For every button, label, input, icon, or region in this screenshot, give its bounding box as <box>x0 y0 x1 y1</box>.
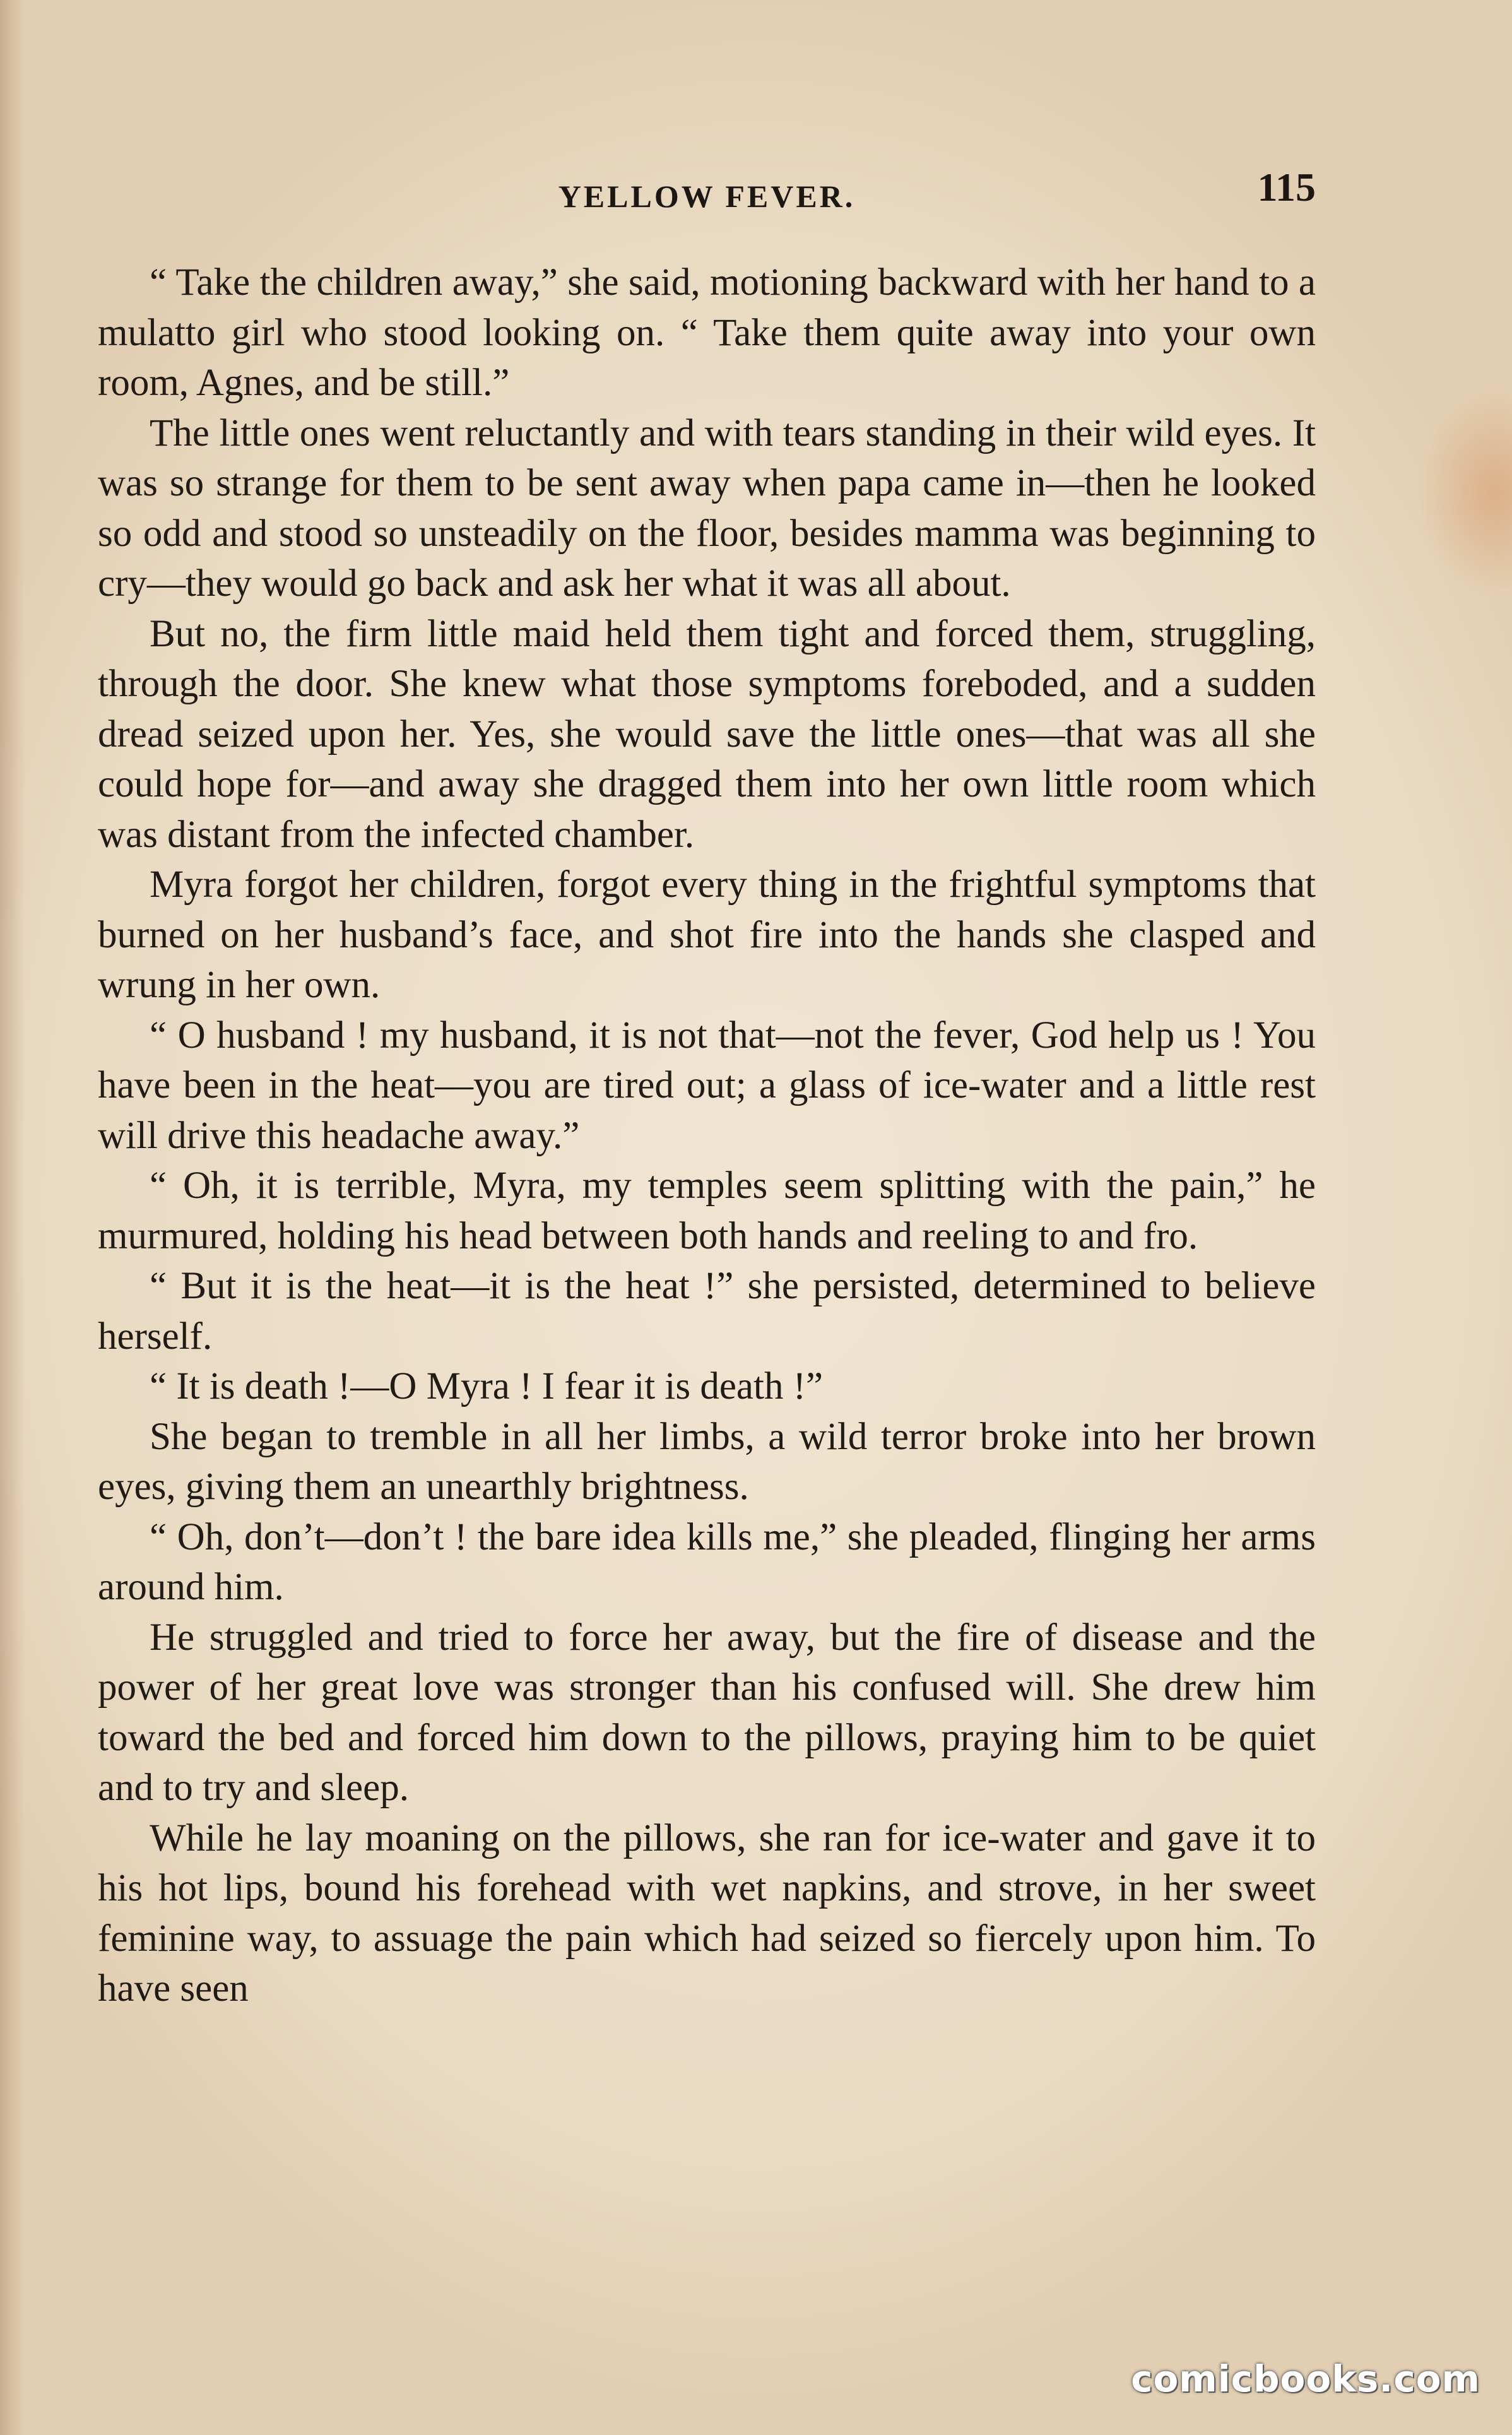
paragraph: While he lay moaning on the pillows, she ran for ice-water and gave it to his hot lips, bound his forehead with wet napkins, and strove, in her sweet feminine way, to assuage the pain which had seized so fiercely upon him. To have seen <box>98 1816 1316 2010</box>
paragraph: He struggled and tried to force her away, but the fire of disease and the power of her great love was stronger than his confused will. She drew him toward the bed and forced him down to the pillows, praying him to be quiet and to try and sleep. <box>98 1616 1316 1809</box>
running-head: YELLOW FEVER. <box>558 179 856 214</box>
paragraph: Myra forgot her children, forgot every thing in the frightful symptoms that burned on her husband’s face, and shot fire into the hands she clasped and wrung in her own. <box>98 863 1316 1006</box>
page-header <box>98 164 1316 221</box>
paragraph: “ O husband ! my husband, it is not that—not the fever, God help us ! You have been in the heat—you are tired out; a glass of ice-water and a little rest will drive this headache away.” <box>98 1014 1316 1157</box>
paragraph: “ Oh, don’t—don’t ! the bare idea kills me,” she pleaded, flinging her arms around him. <box>98 1515 1316 1608</box>
site-watermark: comicbooks.com <box>1131 2357 1480 2400</box>
paragraph: “ It is death !—O Myra ! I fear it is death !” <box>150 1365 824 1407</box>
paragraph: But no, the firm little maid held them tight and forced them, struggling, through the door. She knew what those symptoms foreboded, and a sudden dread seized upon her. Yes, she would save the little ones—that was all she could hope for—and away she dragged them into her own little room which was distant from the infected chamber. <box>98 612 1316 856</box>
page-gutter-shadow <box>0 0 25 2435</box>
paragraph: “ But it is the heat—it is the heat !” she persisted, determined to believe herself. <box>98 1265 1316 1358</box>
paragraph: The little ones went reluctantly and with tears standing in their wild eyes. It was so strange for them to be sent away when papa came in—then he looked so odd and stood so unsteadily on the floor, besides mamma was beginning to cry—they would go back and ask her what it was all about. <box>98 412 1316 605</box>
body-text <box>98 258 1316 2014</box>
paragraph: “ Oh, it is terrible, Myra, my temples seem splitting with the pain,” he murmured, holding his head between both hands and reeling to and fro. <box>98 1164 1316 1257</box>
paragraph: She began to tremble in all her limbs, a wild terror broke into her brown eyes, giving them an unearthly brightness. <box>98 1415 1316 1508</box>
page-number: 115 <box>1257 165 1316 210</box>
paragraph: “ Take the children away,” she said, motioning backward with her hand to a mulatto girl who stood looking on. “ Take them quite away into your own room, Agnes, and be still.” <box>98 261 1316 404</box>
